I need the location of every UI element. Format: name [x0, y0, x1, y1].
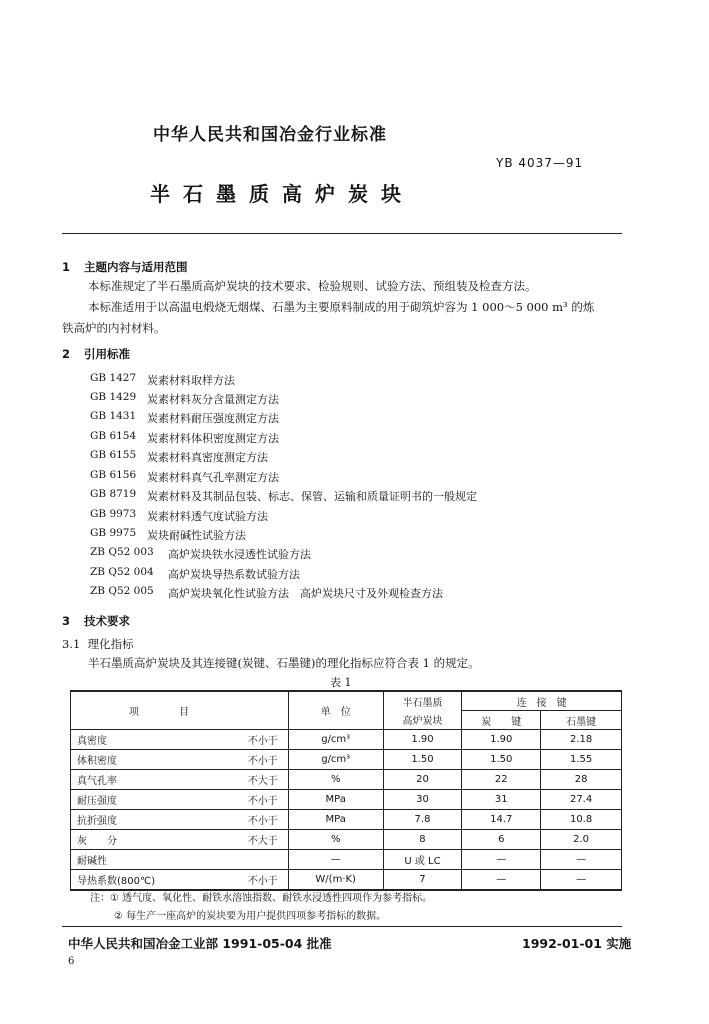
page-number: 6: [68, 956, 75, 967]
section-3-heading: [62, 613, 130, 629]
cell-item: 体积密度: [71, 750, 221, 770]
ref-title: 炭素材料真密度测定方法: [147, 451, 268, 464]
section-2-title: 引用标准: [84, 347, 130, 361]
cell-carbon-key: —: [462, 870, 541, 891]
table-row: [71, 850, 622, 870]
ref-code: GB 6156: [90, 469, 137, 481]
cell-graphite-key: 2.18: [541, 730, 622, 750]
table-row: [71, 750, 622, 770]
cell-unit: g/cm³: [288, 730, 383, 750]
cell-item: 真密度: [71, 730, 221, 750]
cell-item: 导热系数(800℃): [71, 870, 221, 891]
table-header-row: [71, 691, 622, 711]
ref-code: ZB Q52 003: [90, 546, 154, 558]
table-row: [71, 770, 622, 790]
section-3-number: 3: [62, 614, 71, 628]
cell-block: 1.90: [383, 730, 462, 750]
ref-code: GB 9973: [90, 508, 137, 520]
cell-carbon-key: 14.7: [462, 810, 541, 830]
cell-block: 7: [383, 870, 462, 891]
section-3-title: 技术要求: [84, 614, 130, 628]
section-3-1-title: 理化指标: [87, 637, 134, 651]
ref-title: 炭素材料取样方法: [147, 374, 235, 387]
cell-condition: 不大于: [220, 770, 288, 790]
cell-graphite-key: 2.0: [541, 830, 622, 850]
header-carbon-key: 炭 键: [462, 711, 541, 730]
cell-condition: 不大于: [220, 830, 288, 850]
section-2-heading: [62, 346, 130, 362]
cell-unit: %: [288, 770, 383, 790]
table-note-1: 注：① 透气度、氧化性、耐铁水溶蚀指数、耐铁水浸透性四项作为参考指标。: [90, 893, 433, 904]
section-1-para-2-line-1: 本标准适用于以高温电煅烧无烟煤、石墨为主要原料制成的用于砌筑炉容为 1 000～5 000 m³ 的炼: [88, 300, 595, 314]
section-1-number: 1: [62, 260, 71, 274]
header-block-line-2: 高炉炭块: [383, 711, 462, 730]
section-2-number: 2: [62, 347, 71, 361]
ref-title: 高炉炭块导热系数试验方法: [168, 568, 300, 581]
cell-item: 耐碱性: [71, 850, 221, 870]
ref-title: 炭素材料真气孔率测定方法: [147, 471, 279, 484]
cell-block: 20: [383, 770, 462, 790]
table-row: [71, 810, 622, 830]
cell-block: 8: [383, 830, 462, 850]
cell-graphite-key: 27.4: [541, 790, 622, 810]
cell-condition: [220, 850, 288, 870]
table-row: [71, 730, 622, 750]
ref-code: GB 6154: [90, 430, 137, 442]
effective-date: 1992-01-01 实施: [522, 936, 632, 951]
header-unit: 单 位: [288, 691, 383, 730]
cell-graphite-key: —: [541, 870, 622, 891]
ref-code: GB 6155: [90, 449, 137, 461]
table-1: [70, 690, 622, 891]
header-block-line-1: 半石墨质: [383, 691, 462, 711]
cell-carbon-key: 22: [462, 770, 541, 790]
cell-carbon-key: 6: [462, 830, 541, 850]
ref-title: 炭素材料及其制品包装、标志、保管、运输和质量证明书的一般规定: [147, 490, 477, 503]
header-item: 项 目: [71, 691, 221, 730]
cell-item: 耐压强度: [71, 790, 221, 810]
cell-carbon-key: —: [462, 850, 541, 870]
ref-code: GB 1431: [90, 410, 137, 422]
ref-code: ZB Q52 005: [90, 585, 154, 597]
cell-carbon-key: 31: [462, 790, 541, 810]
standard-title: 中华人民共和国冶金行业标准: [153, 125, 387, 145]
cell-unit: %: [288, 830, 383, 850]
cell-condition: 不小于: [220, 810, 288, 830]
ref-title: 炭素材料透气度试验方法: [147, 510, 268, 523]
ref-code: GB 8719: [90, 488, 137, 500]
header-key-group: 连 接 键: [462, 691, 622, 711]
table-row: [71, 830, 622, 850]
cell-condition: 不小于: [220, 870, 288, 891]
approval-line: 中华人民共和国冶金工业部 1991-05-04 批准: [68, 936, 332, 951]
cell-block: 30: [383, 790, 462, 810]
ref-code: GB 9975: [90, 527, 137, 539]
ref-title: 炭素材料体积密度测定方法: [147, 432, 279, 445]
cell-item: 真气孔率: [71, 770, 221, 790]
document-title: 半石墨质高炉炭块: [150, 182, 414, 206]
cell-condition: 不小于: [220, 750, 288, 770]
cell-item: 抗折强度: [71, 810, 221, 830]
ref-code: GB 1427: [90, 372, 137, 384]
section-3-1-heading: [62, 636, 134, 652]
footer-rule: [62, 926, 622, 927]
ref-title: 炭素材料灰分含量测定方法: [147, 393, 279, 406]
header-item-spacer: [220, 691, 288, 730]
ref-title: 高炉炭块铁水浸透性试验方法: [168, 548, 311, 561]
standard-code: YB 4037—91: [496, 156, 584, 170]
ref-title: 炭块耐碱性试验方法: [147, 529, 246, 542]
ref-code: GB 1429: [90, 391, 137, 403]
cell-unit: —: [288, 850, 383, 870]
table-note-2: ② 每生产一座高炉的炭块要为用户提供四项参考指标的数据。: [114, 911, 387, 922]
ref-title: 炭素材料耐压强度测定方法: [147, 412, 279, 425]
cell-carbon-key: 1.50: [462, 750, 541, 770]
section-1-para-2-line-2: 铁高炉的内衬材料。: [62, 321, 166, 335]
table-caption: 表 1: [330, 676, 352, 689]
cell-carbon-key: 1.90: [462, 730, 541, 750]
header-graphite-key: 石墨键: [541, 711, 622, 730]
cell-graphite-key: —: [541, 850, 622, 870]
cell-condition: 不小于: [220, 790, 288, 810]
cell-unit: W/(m·K): [288, 870, 383, 891]
section-3-1-para: 半石墨质高炉炭块及其连接键(炭键、石墨键)的理化指标应符合表 1 的规定。: [88, 656, 480, 670]
cell-unit: MPa: [288, 810, 383, 830]
header-rule: [62, 233, 622, 234]
section-3-1-number: 3.1: [62, 637, 81, 651]
section-1-title: 主题内容与适用范围: [84, 260, 188, 274]
ref-code: ZB Q52 004: [90, 566, 154, 578]
cell-block: 7.8: [383, 810, 462, 830]
cell-unit: g/cm³: [288, 750, 383, 770]
cell-item: 灰 分: [71, 830, 221, 850]
cell-condition: 不小于: [220, 730, 288, 750]
section-1-para-1: 本标准规定了半石墨质高炉炭块的技术要求、检验规则、试验方法、预组装及检查方法。: [88, 279, 537, 293]
section-1-heading: [62, 259, 188, 275]
cell-graphite-key: 10.8: [541, 810, 622, 830]
table-row: [71, 790, 622, 810]
cell-block: U 或 LC: [383, 850, 462, 870]
cell-unit: MPa: [288, 790, 383, 810]
cell-block: 1.50: [383, 750, 462, 770]
cell-graphite-key: 28: [541, 770, 622, 790]
table-row: [71, 870, 622, 891]
ref-title: 高炉炭块氧化性试验方法 高炉炭块尺寸及外观检查方法: [168, 587, 443, 600]
cell-graphite-key: 1.55: [541, 750, 622, 770]
